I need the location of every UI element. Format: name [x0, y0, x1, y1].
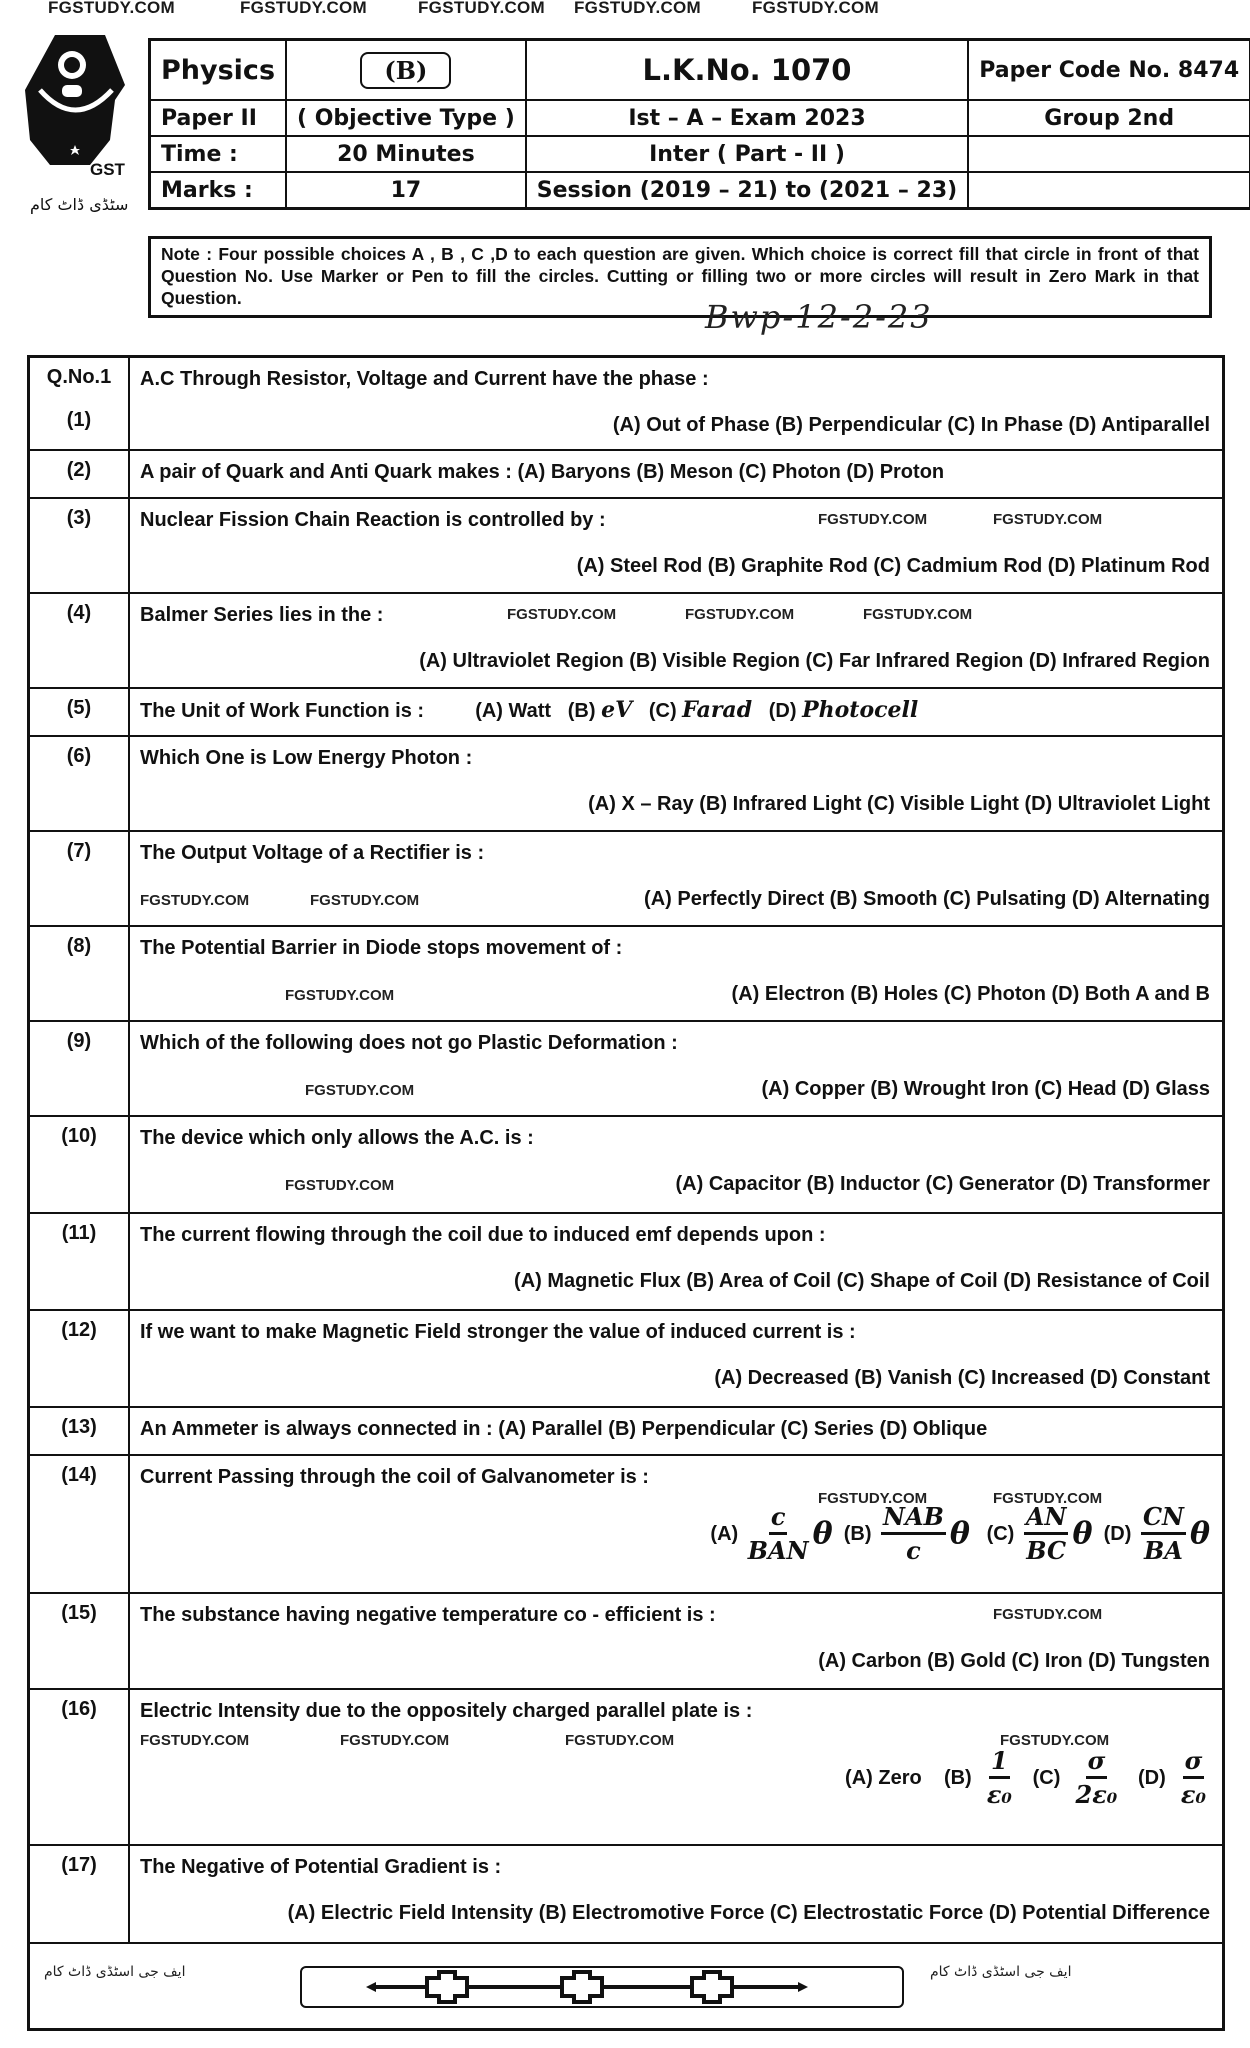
question-text: Nuclear Fission Chain Reaction is controlled by : — [140, 508, 606, 531]
question-row — [29, 736, 1224, 831]
paper-type: ( Objective Type ) — [286, 100, 526, 136]
question-number — [29, 498, 130, 593]
paper-label: Paper II — [150, 100, 287, 136]
question-text: Current Passing through the coil of Galvanometer is : — [140, 1465, 649, 1488]
question-options: (A) Electric Field Intensity (B) Electromotive Force (C) Electrostatic Force (D) Potential Difference — [287, 1901, 1210, 1924]
question-number-label: (15) — [61, 1601, 97, 1624]
question-body — [129, 1310, 1224, 1407]
question-number-label: (7) — [66, 839, 92, 862]
watermark: FGSTUDY.COM — [993, 1605, 1103, 1623]
question-options: (A) Perfectly Direct (B) Smooth (C) Pulsating (D) Alternating — [644, 887, 1210, 910]
question-text: A pair of Quark and Anti Quark makes : (A) Baryons (B) Meson (C) Photon (D) Proton — [140, 460, 945, 483]
question-text: The Potential Barrier in Diode stops movement of : — [140, 936, 623, 959]
question-options: (A) Ultraviolet Region (B) Visible Region (C) Far Infrared Region (D) Infrared Region — [419, 649, 1210, 672]
footer-cell — [29, 1943, 1224, 2030]
denominator: ε₀ — [1180, 1779, 1206, 1809]
exam-name: Ist – A – Exam 2023 — [526, 100, 968, 136]
watermark: FGSTUDY.COM — [48, 0, 176, 17]
question-row — [29, 357, 1224, 450]
question-body — [129, 1021, 1224, 1116]
question-number — [29, 1689, 130, 1845]
option-b-label: (B) — [567, 699, 596, 722]
question-body — [129, 688, 1224, 736]
question-number-label: (13) — [61, 1415, 97, 1438]
question-row — [29, 1845, 1224, 1943]
question-number-label: (6) — [66, 744, 92, 767]
question-row — [29, 1593, 1224, 1689]
question-number-label: (4) — [66, 601, 92, 624]
watermark: FGSTUDY.COM — [340, 1731, 450, 1749]
question-text: An Ammeter is always connected in : (A) Parallel (B) Perpendicular (C) Series (D) Oblique — [140, 1417, 988, 1440]
theta-symbol: θ — [1189, 1516, 1210, 1551]
paper-header-table — [148, 38, 1250, 210]
question-number-label: (5) — [66, 696, 92, 719]
question-body — [129, 1116, 1224, 1213]
logo-urdu-caption: سٹڈی ڈاٹ کام — [30, 195, 129, 214]
question-number — [29, 1593, 130, 1689]
option-a: (A) Watt — [475, 699, 552, 722]
watermark: FGSTUDY.COM — [418, 0, 546, 17]
denominator: c — [906, 1535, 921, 1565]
theta-symbol: θ — [812, 1516, 833, 1551]
question-number-label: (2) — [66, 458, 92, 481]
option-c: Farad — [682, 696, 753, 723]
question-options: (A) Steel Rod (B) Graphite Rod (C) Cadmium Rod (D) Platinum Rod — [576, 554, 1210, 577]
option-d-label: (D) — [1138, 1766, 1166, 1789]
question-row — [29, 1407, 1224, 1455]
empty-cell — [968, 136, 1250, 172]
question-options: (A) Copper (B) Wrought Iron (C) Head (D) Glass — [761, 1077, 1210, 1100]
watermark: FGSTUDY.COM — [818, 1489, 928, 1507]
watermark: FGSTUDY.COM — [993, 510, 1103, 528]
question-text: A.C Through Resistor, Voltage and Current have the phase : — [140, 368, 709, 390]
watermark: FGSTUDY.COM — [752, 0, 880, 17]
board-logo-icon — [20, 30, 135, 170]
question-body — [129, 498, 1224, 593]
session-label: Session (2019 – 21) to (2021 – 23) — [526, 172, 968, 209]
urdu-watermark: ایف جی اسٹڈی ڈاٹ کام — [930, 1963, 1072, 1980]
watermark: FGSTUDY.COM — [305, 1081, 415, 1099]
option-b-fraction — [987, 1746, 1012, 1811]
question-options: (A) Electron (B) Holes (C) Photon (D) Both A and B — [731, 982, 1210, 1005]
time-value: 20 Minutes — [286, 136, 526, 172]
question-options: (A) Decreased (B) Vanish (C) Increased (D) Constant — [714, 1366, 1210, 1389]
option-c-label: (C) — [648, 699, 677, 722]
question-row — [29, 1021, 1224, 1116]
paper-code: Paper Code No. 8474 — [968, 40, 1250, 101]
time-label: Time : — [150, 136, 287, 172]
watermark: FGSTUDY.COM — [140, 891, 250, 909]
question-block-label: Q.No.1 — [46, 366, 112, 388]
instructions-note: Note : Four possible choices A , B , C ,D to each question are given. Which choice is correct fill that circle in front of that Question No. Use Marker or Pen to fill the circles. Cutting or filling two or more circles will result in Zero Mark in that Question. — [148, 236, 1212, 318]
option-d-label: (D) — [1103, 1522, 1132, 1545]
question-number — [29, 1310, 130, 1407]
numerator: σ — [1183, 1746, 1205, 1779]
option-d-fraction — [1181, 1746, 1206, 1811]
watermark: FGSTUDY.COM — [685, 605, 795, 623]
question-text — [140, 689, 1210, 724]
denominator: BA — [1144, 1535, 1183, 1565]
question-row — [29, 593, 1224, 688]
numerator: σ — [1086, 1746, 1108, 1779]
question-body — [129, 593, 1224, 688]
question-number — [29, 736, 130, 831]
question-options: (A) Carbon (B) Gold (C) Iron (D) Tungsten — [818, 1649, 1210, 1672]
numerator: 1 — [989, 1746, 1010, 1779]
level-label: Inter ( Part - II ) — [526, 136, 968, 172]
question-number — [29, 1407, 130, 1455]
ornament-icon — [302, 1968, 902, 2006]
theta-symbol: θ — [949, 1516, 970, 1551]
question-text: Which One is Low Energy Photon : — [140, 746, 473, 769]
question-row — [29, 1455, 1224, 1593]
version-cell — [286, 40, 526, 101]
question-body — [129, 1845, 1224, 1943]
question-number — [29, 1845, 130, 1943]
question-row — [29, 926, 1224, 1021]
empty-cell — [968, 172, 1250, 209]
watermark: FGSTUDY.COM — [285, 1176, 395, 1194]
questions-table — [27, 355, 1225, 2031]
question-row — [29, 450, 1224, 498]
question-row — [29, 831, 1224, 926]
question-options: (A) Out of Phase (B) Perpendicular (C) In Phase (D) Antiparallel — [612, 414, 1210, 436]
question-body — [129, 1407, 1224, 1455]
denominator: 2ε₀ — [1075, 1779, 1118, 1809]
option-c-fraction — [1076, 1746, 1118, 1811]
question-number — [29, 1213, 130, 1310]
question-body — [129, 1213, 1224, 1310]
watermark: FGSTUDY.COM — [993, 1489, 1103, 1507]
option-b-fraction — [881, 1502, 946, 1567]
numerator: CN — [1141, 1502, 1186, 1535]
question-number — [29, 1116, 130, 1213]
question-text: The Output Voltage of a Rectifier is : — [140, 841, 485, 864]
watermark: FGSTUDY.COM — [574, 0, 702, 17]
question-number-label: (17) — [61, 1853, 97, 1876]
option-a: (A) Zero — [845, 1766, 922, 1789]
option-c-label: (C) — [986, 1522, 1015, 1545]
option-a-fraction — [748, 1502, 809, 1567]
question-options: (A) X – Ray (B) Infrared Light (C) Visible Light (D) Ultraviolet Light — [588, 792, 1210, 815]
question-row — [29, 1116, 1224, 1213]
question-row — [29, 688, 1224, 736]
watermark: FGSTUDY.COM — [240, 0, 368, 17]
watermark: FGSTUDY.COM — [863, 605, 973, 623]
watermark: FGSTUDY.COM — [565, 1731, 675, 1749]
watermark: FGSTUDY.COM — [310, 891, 420, 909]
urdu-watermark: ایف جی اسٹڈی ڈاٹ کام — [44, 1963, 186, 1980]
option-b-label: (B) — [843, 1522, 872, 1545]
question-options: (A) Magnetic Flux (B) Area of Coil (C) Shape of Coil (D) Resistance of Coil — [514, 1269, 1210, 1292]
numerator: c — [769, 1502, 788, 1535]
question-text: The device which only allows the A.C. is : — [140, 1126, 534, 1149]
denominator: BC — [1026, 1535, 1067, 1565]
version-badge: (B) — [360, 52, 451, 89]
question-body — [129, 1455, 1224, 1593]
marks-label: Marks : — [150, 172, 287, 209]
question-number-label: (12) — [61, 1318, 97, 1341]
question-number — [29, 926, 130, 1021]
option-d-fraction — [1141, 1502, 1186, 1567]
question-number-label: (10) — [61, 1124, 97, 1147]
question-number — [29, 831, 130, 926]
question-body — [129, 736, 1224, 831]
question-text: The current flowing through the coil due to induced emf depends upon : — [140, 1223, 826, 1246]
question-number-label: (1) — [66, 409, 92, 431]
watermark: FGSTUDY.COM — [140, 1731, 250, 1749]
question-row — [29, 1213, 1224, 1310]
question-number — [29, 450, 130, 498]
question-text: Electric Intensity due to the oppositely charged parallel plate is : — [140, 1699, 753, 1722]
question-number-label: (14) — [61, 1463, 97, 1486]
watermark: FGSTUDY.COM — [1000, 1731, 1110, 1749]
option-b: eV — [601, 696, 633, 723]
option-d-label: (D) — [768, 699, 797, 722]
subject-title: Physics — [150, 40, 287, 101]
watermark: FGSTUDY.COM — [818, 510, 928, 528]
question-number-label: (9) — [66, 1029, 92, 1052]
question-text: If we want to make Magnetic Field stronger the value of induced current is : — [140, 1320, 856, 1343]
option-a-label: (A) — [710, 1522, 739, 1545]
option-c-label: (C) — [1032, 1766, 1061, 1789]
watermark: FGSTUDY.COM — [507, 605, 617, 623]
question-body — [129, 926, 1224, 1021]
question-body — [129, 1593, 1224, 1689]
marks-value: 17 — [286, 172, 526, 209]
theta-symbol: θ — [1072, 1516, 1093, 1551]
question-number — [29, 357, 130, 450]
question-body — [129, 831, 1224, 926]
question-text-label: The Unit of Work Function is : — [140, 699, 425, 722]
question-body — [129, 1689, 1224, 1845]
question-text: Balmer Series lies in the : — [140, 603, 384, 626]
question-row — [29, 498, 1224, 593]
question-number — [29, 1455, 130, 1593]
question-number-label: (8) — [66, 934, 92, 957]
question-text: The substance having negative temperature co - efficient is : — [140, 1603, 716, 1626]
question-text: The Negative of Potential Gradient is : — [140, 1855, 502, 1878]
question-number-label: (3) — [66, 506, 92, 529]
numerator: AN — [1024, 1502, 1069, 1535]
question-row — [29, 1310, 1224, 1407]
handwritten-annotation: Bwp-12-2-23 — [705, 298, 933, 336]
question-body — [129, 357, 1224, 450]
question-number-label: (11) — [61, 1221, 97, 1244]
question-number-label: (16) — [61, 1697, 97, 1720]
question-text: Which of the following does not go Plastic Deformation : — [140, 1031, 678, 1054]
option-d: Photocell — [802, 696, 919, 723]
logo-caption: GST — [90, 160, 125, 179]
ornament-frame — [300, 1966, 904, 2008]
numerator: NAB — [881, 1502, 946, 1535]
denominator: ε₀ — [986, 1779, 1012, 1809]
question-options: (A) Capacitor (B) Inductor (C) Generator (D) Transformer — [675, 1172, 1210, 1195]
option-c-fraction — [1024, 1502, 1069, 1567]
question-number — [29, 593, 130, 688]
watermark: FGSTUDY.COM — [285, 986, 395, 1004]
footer-row — [29, 1943, 1224, 2030]
group-label: Group 2nd — [968, 100, 1250, 136]
denominator: BAN — [747, 1535, 809, 1565]
lk-number: L.K.No. 1070 — [526, 40, 968, 101]
question-body — [129, 450, 1224, 498]
question-number — [29, 688, 130, 736]
option-b-label: (B) — [943, 1766, 972, 1789]
question-row — [29, 1689, 1224, 1845]
question-number — [29, 1021, 130, 1116]
